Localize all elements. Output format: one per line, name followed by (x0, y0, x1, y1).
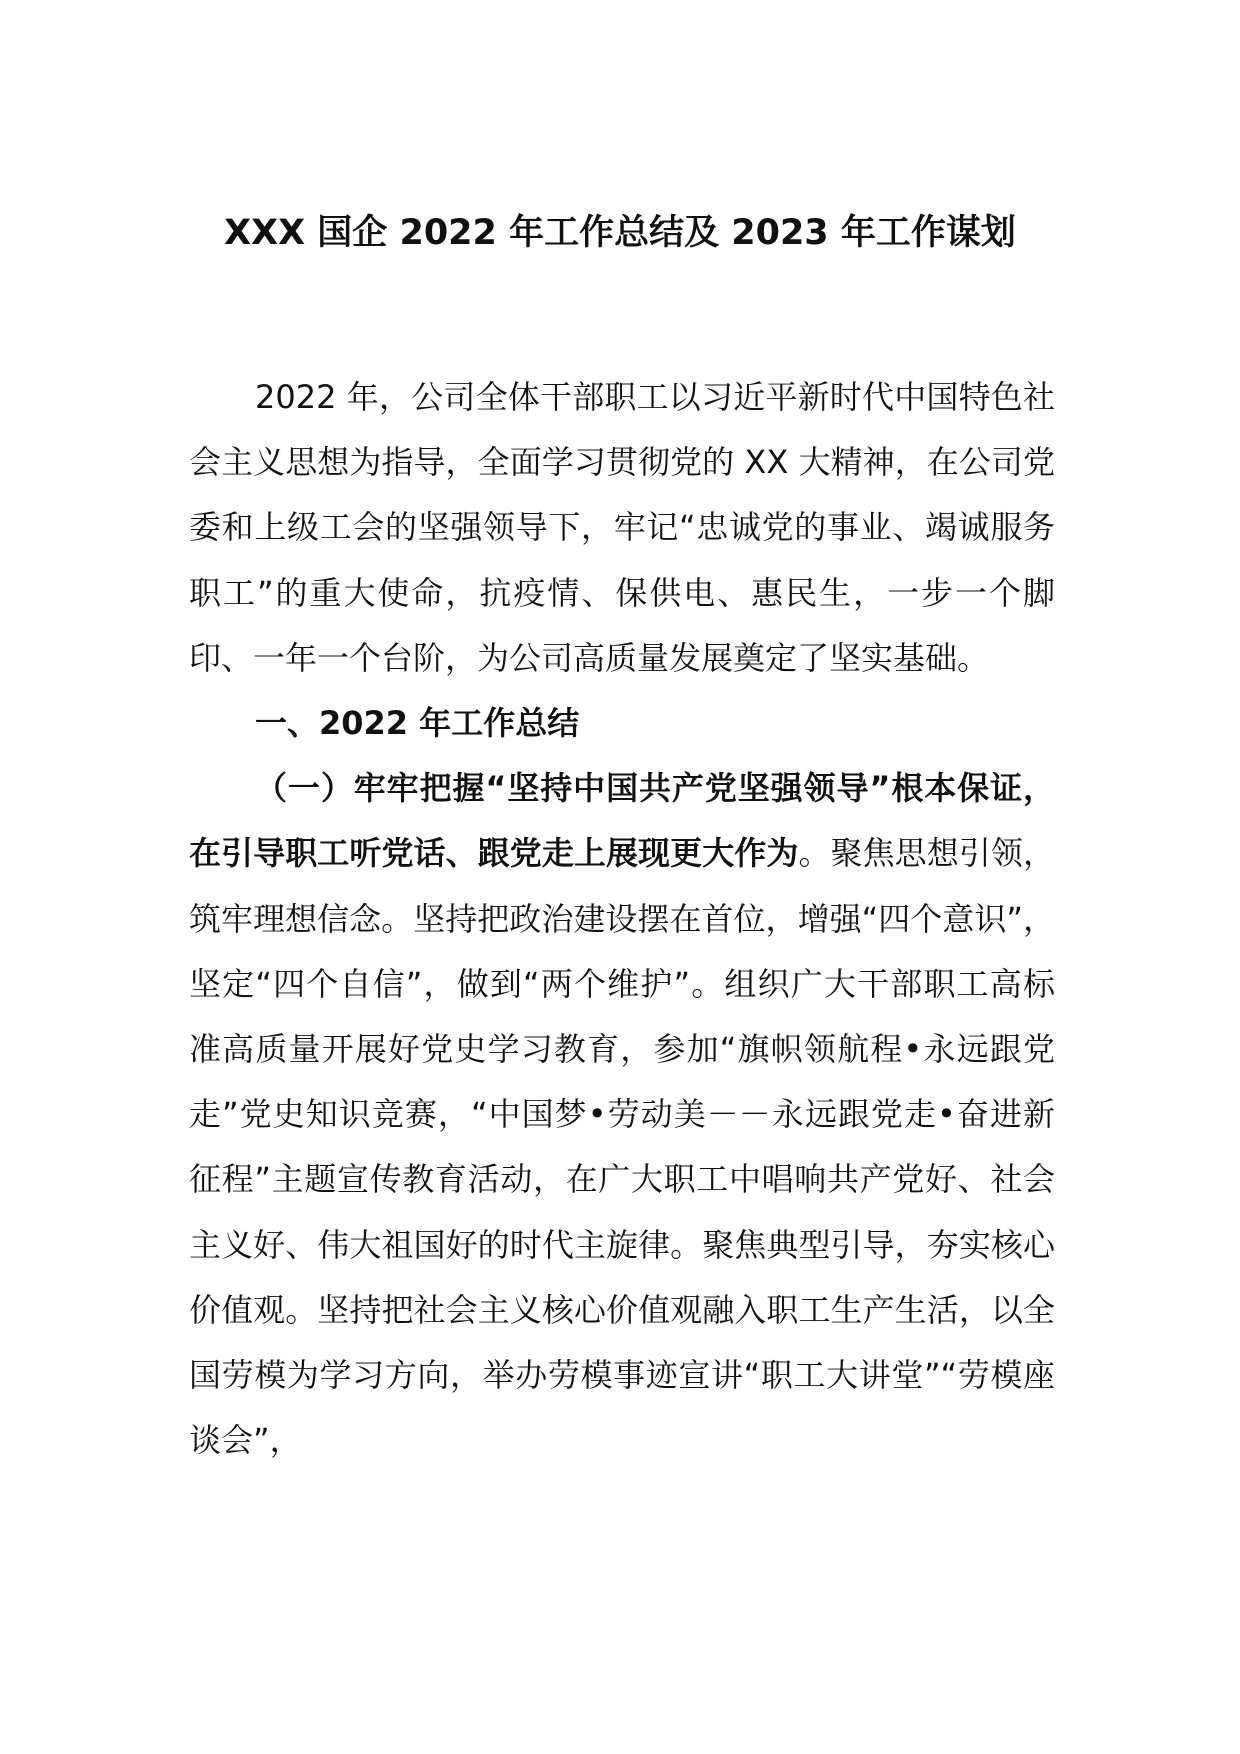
subsection-bold-lead: （一）牢牢把握“坚持中国共产党坚强领导”根本保证，在引导职工听党话、跟党走上展现更大作为 (189, 769, 1055, 873)
subsection-paragraph (189, 756, 1055, 1473)
subsection-body-text: 。聚焦思想引领，筑牢理想信念。坚持把政治建设摆在首位，增强“四个意识”，坚定“四个自信”，做到“两个维护”。组织广大干部职工高标准高质量开展好党史学习教育，参加“旗帜领航程•永远跟党走”党史知识竞赛，“中国梦•劳动美－－永远跟党走•奋进新征程”主题宣传教育活动，在广大职工中唱响共产党好、社会主义好、伟大祖国好的时代主旋律。聚焦典型引导，夯实核心价值观。坚持把社会主义核心价值观融入职工生产生活，以全国劳模为学习方向，举办劳模事迹宣讲“职工大讲堂”“劳模座谈会”， (189, 834, 1055, 1460)
document-body (189, 365, 1055, 1473)
document-title: XXX 国企 2022 年工作总结及 2023 年工作谋划 (224, 213, 1016, 253)
section-heading: 一、2022 年工作总结 (255, 704, 580, 743)
intro-paragraph: 2022 年，公司全体干部职工以习近平新时代中国特色社会主义思想为指导，全面学习贯彻党的 XX 大精神，在公司党委和上级工会的坚强领导下，牢记“忠诚党的事业、竭诚服务职工”的重大使命，抗疫情、保供电、惠民生，一步一个脚印、一年一个台阶，为公司高质量发展奠定了坚实基础。 (189, 378, 1055, 677)
